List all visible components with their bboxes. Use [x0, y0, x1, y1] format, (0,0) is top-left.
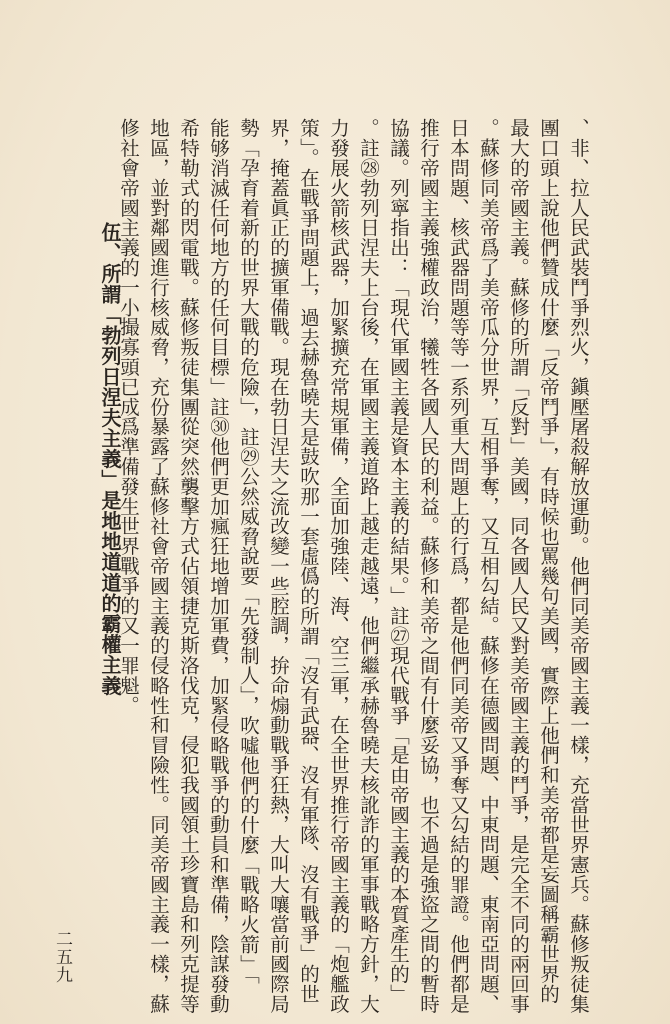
text-column: 最大的帝國主義。蘇修的所謂「反對」美國，同各國人民又對美帝國主義的鬥爭，是完全不同的兩回事 — [507, 118, 530, 1014]
text-column: 力發展火箭核武器，加緊擴充常規軍備，全面加強陸、海、空三軍，在全世界推行帝國主義的「炮艦政 — [327, 118, 350, 1014]
text-column: 日本問題、核武器問題等等一系列重大問題上的行爲，都是他們同美帝又爭奪又勾結的罪證。他們都是 — [447, 118, 470, 1014]
text-column: 策」。在戰爭問題上，過去赫魯曉夫是鼓吹那一套虛僞的所謂「沒有武器、沒有軍隊、沒有戰爭」的世 — [297, 118, 320, 1004]
text-column: 勢「孕育着新的世界大戰的危險」，註㉙公然威脅說要「先發制人」，吹噓他們的什麼「戰略火箭」「 — [237, 118, 260, 985]
text-column: 界，掩蓋眞正的擴軍備戰。現在勃日涅夫之流改變一些腔調，拚命煽動戰爭狂熱，大叫大嚷當前國際局 — [267, 118, 290, 1014]
page-number: 二五九 — [52, 930, 72, 984]
text-column: 、非、拉人民武裝鬥爭烈火，鎭壓屠殺解放運動。他們同美帝國主義一樣，充當世界憲兵。蘇修叛徒集 — [567, 118, 590, 1014]
text-column: 。蘇修同美帝爲了美帝瓜分世界，互相爭奪，又互相勾結。蘇修在德國問題、中東問題、東南亞問題、 — [477, 118, 500, 1014]
text-column: 能够消滅任何地方的任何目標」註㉚他們更加瘋狂地增加軍費，加緊侵略戰爭的動員和準備，陰謀發動 — [207, 118, 230, 1014]
text-column: 推行帝國主義強權政治，犧牲各國人民的利益。蘇修和美帝之間有什麼妥協，也不過是強盜之間的暫時 — [417, 118, 440, 1014]
text-column: 團口頭上說他們贊成什麼「反帝鬥爭」，有時候也罵幾句美國，實際上他們和美帝都是妄圖稱霸世界的 — [537, 118, 560, 1004]
text-column: 協議。列寧指出：「現代軍國主義是資本主義的結果。」註㉗現代戰爭「是由帝國主義的本質產生的」 — [387, 118, 410, 1004]
text-column: 修社會帝國主義的一小撮寡頭已成爲準備發生世界戰爭的又一罪魁。 — [117, 118, 140, 715]
text-column: 地區，並對鄰國進行核威脅，充份暴露了蘇修社會帝國主義的侵略性和冒險性。同美帝國主義一樣，蘇 — [147, 118, 170, 1014]
text-column: 希特勒式的閃電戰。蘇修叛徒集團從突然襲擊方式佔領捷克斯洛伐克，侵犯我國領土珍寶島和列克提等 — [177, 118, 200, 1014]
text-column: 。註㉘勃列日涅夫上台後，在軍國主義道路上越走越遠，他們繼承赫魯曉夫核訛詐的軍事戰略方針，大 — [357, 118, 380, 1014]
section-heading: 伍、所謂「勃列日涅夫主義」是地地道道的霸權主義 — [98, 222, 122, 696]
